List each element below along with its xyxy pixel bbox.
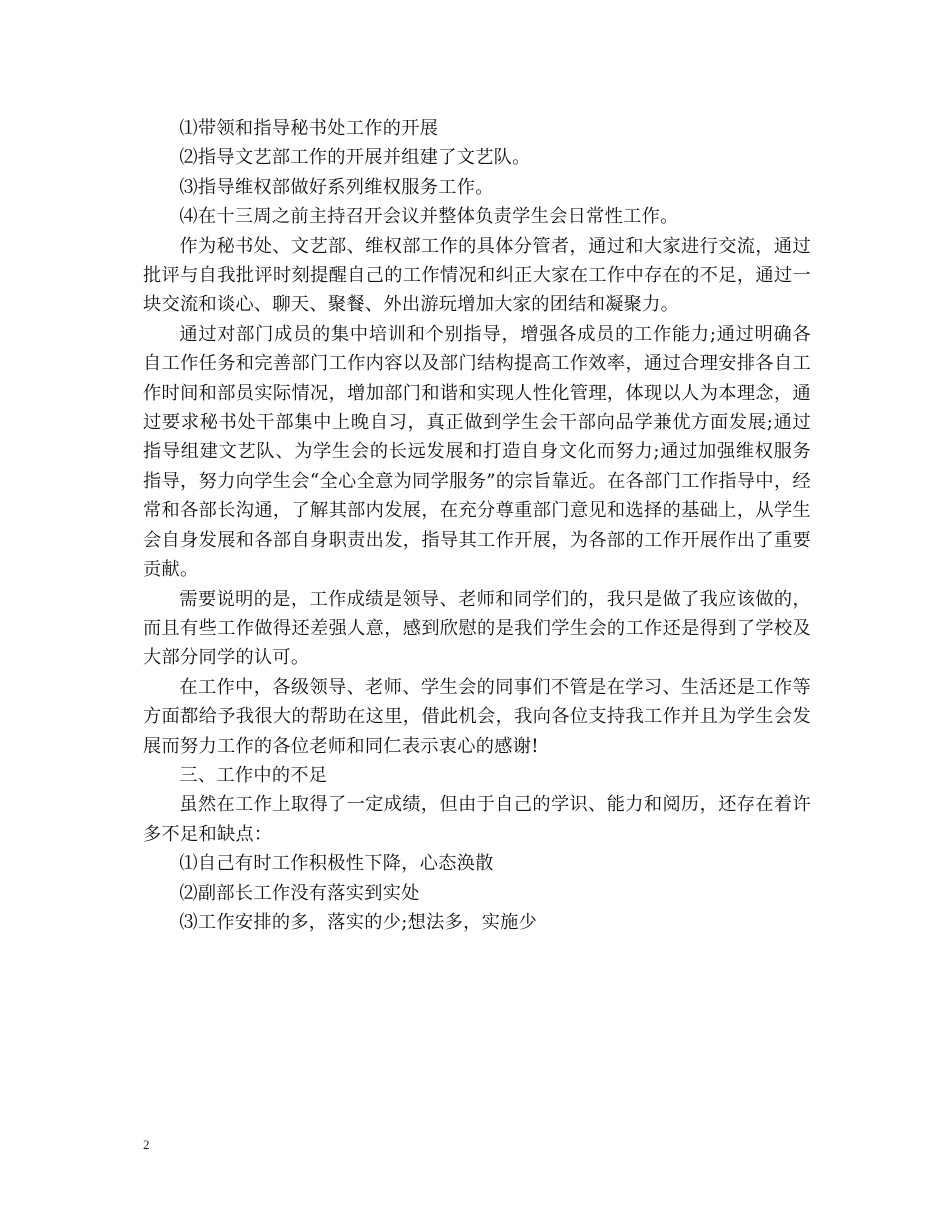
shortcoming-item-1: ⑴自己有时工作积极性下降，心态涣散 — [179, 853, 494, 875]
list-item-1: ⑴带领和指导秘书处工作的开展 — [179, 118, 439, 139]
paragraph-note: 需要说明的是，工作成绩是领导、老师和同学们的，我只是做了我应该做的，而且有些工作做得还差强人意，感到欣慰的是我们学生会的工作还是得到了学校及大部分同学的认可。 — [143, 588, 811, 669]
document-body — [143, 114, 811, 937]
paragraph-role-summary: 作为秘书处、文艺部、维权部工作的具体分管者，通过和大家进行交流，通过批评与自我批评时刻提醒自己的工作情况和纠正大家在工作中存在的不足，通过一块交流和谈心、聊天、聚餐、外出游玩增加大家的团结和凝聚力。 — [143, 235, 811, 316]
shortcoming-item-2: ⑵副部长工作没有落实到实处 — [179, 882, 420, 904]
shortcoming-item-3: ⑶工作安排的多，落实的少;想法多，实施少 — [179, 911, 538, 933]
list-item-3: ⑶指导维权部做好系列维权服务工作。 — [179, 176, 494, 198]
paragraph-department-guidance: 通过对部门成员的集中培训和个别指导，增强各成员的工作能力;通过明确各自工作任务和完善部门工作内容以及部门结构提高工作效率，通过合理安排各自工作时间和部员实际情况，增加部门和谐和实现人性化管理，体现以人为本理念，通过要求秘书处干部集中上晚自习，真正做到学生会干部向品学兼优方面发展;通过指导组建文艺队、为学生会的长远发展和打造自身文化而努力;通过加强维权服务指导，努力向学生会“全心全意为同学服务”的宗旨靠近。在各部门工作指导中，经常和各部长沟通，了解其部内发展，在充分尊重部门意见和选择的基础上，从学生会自身发展和各部自身职责出发，指导其工作开展，为各部的工作开展作出了重要贡献。 — [143, 323, 811, 581]
list-item-4: ⑷在十三周之前主持召开会议并整体负责学生会日常性工作。 — [179, 206, 679, 228]
paragraph-shortcomings-intro: 虽然在工作上取得了一定成绩，但由于自己的学识、能力和阅历，还存在着许多不足和缺点： — [143, 794, 811, 845]
page-number: 2 — [143, 1137, 150, 1152]
list-item-2: ⑵指导文艺部工作的开展并组建了文艺队。 — [179, 147, 531, 169]
paragraph-thanks: 在工作中，各级领导、老师、学生会的同事们不管是在学习、生活还是工作等方面都给予我很大的帮助在这里，借此机会，我向各位支持我工作并且为学生会发展而努力工作的各位老师和同仁表示衷心的感谢! — [143, 676, 811, 757]
section-heading-shortcomings: 三、工作中的不足 — [179, 764, 328, 786]
